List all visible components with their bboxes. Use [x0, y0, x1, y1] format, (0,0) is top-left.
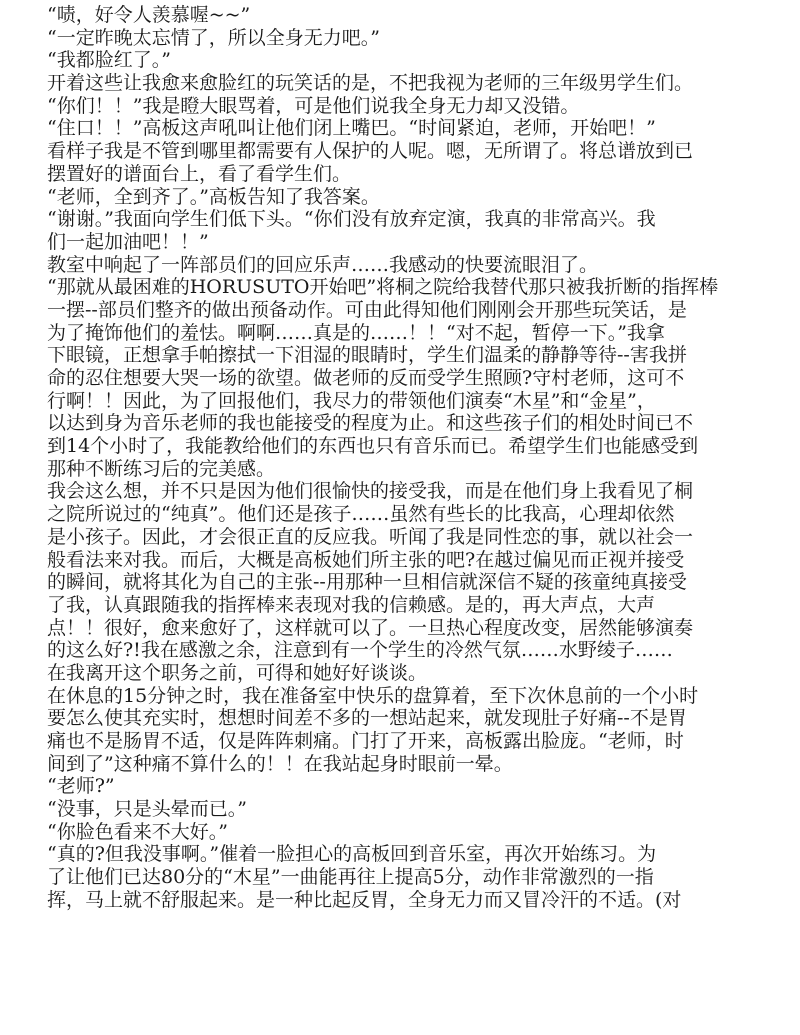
text-line: “一定昨晚太忘情了，所以全身无力吧。”: [47, 26, 380, 49]
text-line: “你脸色看来不大好。”: [47, 820, 228, 843]
text-line: 那种不断练习后的完美感。: [47, 457, 276, 480]
text-line: “谢谢。”我面向学生们低下头。“你们没有放弃定演，我真的非常高兴。我: [47, 208, 656, 231]
text-line: 般看法来对我。而后，大概是高板她们所主张的吧?在越过偏见而正视并接受: [47, 548, 685, 571]
text-line: “我都脸红了。”: [47, 49, 171, 72]
text-line: 到14个小时了，我能教给他们的东西也只有音乐而已。希望学生们也能感受到: [47, 435, 699, 458]
text-line: 挥，马上就不舒服起来。是一种比起反胃，全身无力而又冒冷汗的不适。(对: [47, 888, 682, 911]
text-line: 行啊！！因此，为了回报他们，我尽力的带领他们演奏“木星”和“金星”，: [47, 389, 656, 412]
text-line: 教室中响起了一阵部员们的回应乐声……我感动的快要流眼泪了。: [47, 253, 599, 276]
text-line: 们一起加油吧！！”: [47, 230, 209, 253]
text-line: 为了掩饰他们的羞怯。啊啊……真是的……！！“对不起，暂停一下。”我拿: [47, 321, 665, 344]
text-line: 了我，认真跟随我的指挥棒来表现对我的信赖感。是的，再大声点，大声: [47, 593, 656, 616]
text-line: 之院所说过的“纯真”。他们还是孩子……虽然有些长的比我高，心理却依然: [47, 503, 675, 526]
text-line: 以达到身为音乐老师的我也能接受的程度为止。和这些孩子们的相处时间已不: [47, 412, 694, 435]
text-line: “真的?但我没事啊。”催着一脸担心的高板回到音乐室，再次开始练习。为: [47, 843, 657, 866]
text-line: 命的忍住想要大哭一场的欲望。做老师的反而受学生照顾?守村老师，这可不: [47, 367, 685, 389]
text-line: 在我离开这个职务之前，可得和她好好谈谈。: [47, 661, 428, 684]
text-line: 开着这些让我愈来愈脸红的玩笑话的是，不把我视为老师的三年级男学生们。: [47, 72, 694, 95]
text-line: “没事，只是头晕而已。”: [47, 798, 247, 821]
text-line: “啧，好令人羡慕喔~~”: [47, 4, 251, 26]
text-line: 看样子我是不管到哪里都需要有人保护的人呢。嗯，无所谓了。将总谱放到已: [47, 140, 694, 163]
text-line: 点！！很好，愈来愈好了，这样就可以了。一旦热心程度改变，居然能够演奏: [47, 616, 694, 639]
text-line: 一摆--部员们整齐的做出预备动作。可由此得知他们刚刚会开那些玩笑话，是: [47, 298, 687, 321]
text-line: 的瞬间，就将其化为自己的主张--用那种一旦相信就深信不疑的孩童纯真接受: [47, 571, 687, 594]
text-line: 了让他们已达80分的“木星”一曲能再往上提高5分，动作非常激烈的一指: [47, 866, 654, 889]
text-line: 我会这么想，并不只是因为他们很愉快的接受我，而是在他们身上我看见了桐: [47, 480, 694, 503]
text-line: 下眼镜，正想拿手帕擦拭一下泪湿的眼睛时，学生们温柔的静静等待--害我拼: [47, 344, 687, 367]
text-line: “老师?”: [47, 775, 115, 798]
text-line: 痛也不是肠胃不适，仅是阵阵刺痛。门打了开来，高板露出脸庞。“老师，时: [47, 730, 684, 752]
text-line: 要怎么使其充实时，想想时间差不多的一想站起来，就发现肚子好痛--不是胃: [47, 707, 687, 730]
text-line: “住口！！”高板这声吼叫让他们闭上嘴巴。“时间紧迫，老师，开始吧！”: [47, 117, 656, 140]
text-line: “老师，全到齐了。”高板告知了我答案。: [47, 185, 380, 208]
text-line: 间到了”这种痛不算什么的！！在我站起身时眼前一晕。: [47, 752, 513, 775]
text-line: 的这么好?!我在感激之余，注意到有一个学生的冷然气氛……水野绫子……: [47, 639, 673, 662]
text-line: 在休息的15分钟之时，我在准备室中快乐的盘算着，至下次休息前的一个小时: [47, 684, 699, 707]
text-line: “那就从最困难的HORUSUTO开始吧”将桐之院给我替代那只被我折断的指挥棒: [47, 276, 719, 299]
text-line: 是小孩子。因此，才会很正直的反应我。听闻了我是同性恋的事，就以社会一: [47, 525, 694, 548]
text-line: 摆置好的谱面台上，看了看学生们。: [47, 162, 352, 185]
text-line: “你们！！”我是瞪大眼骂着，可是他们说我全身无力却又没错。: [47, 94, 580, 117]
